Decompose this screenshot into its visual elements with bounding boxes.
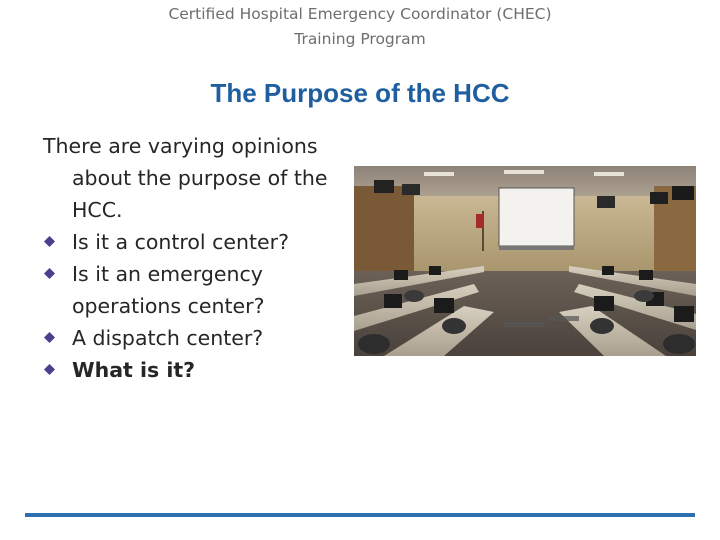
diamond-bullet-icon: [44, 268, 55, 279]
command-center-photo: [354, 166, 696, 356]
header-line-2: Training Program: [294, 30, 426, 48]
bullet-item-what-is-it: [43, 354, 353, 386]
bullet-text: What is it?: [72, 358, 196, 382]
diamond-bullet-icon: [44, 332, 55, 343]
slide-header: [0, 2, 720, 52]
footer-divider: [25, 513, 695, 517]
slide-title: The Purpose of the HCC: [210, 78, 510, 108]
header-line-1: Certified Hospital Emergency Coordinator (CHEC): [168, 5, 552, 23]
bullet-text: Is it a control center?: [72, 230, 289, 254]
bullet-text: A dispatch center?: [72, 326, 264, 350]
diamond-bullet-icon: [44, 364, 55, 375]
diamond-bullet-icon: [44, 236, 55, 247]
bullet-text: Is it an emergency operations center?: [72, 262, 265, 318]
bullet-item-dispatch-center: [43, 322, 353, 354]
bullet-item-eoc: [43, 258, 353, 322]
intro-paragraph: There are varying opinions about the purpose of the HCC.: [43, 134, 328, 222]
bullet-item-control-center: [43, 226, 353, 258]
slide-body: [43, 130, 353, 386]
